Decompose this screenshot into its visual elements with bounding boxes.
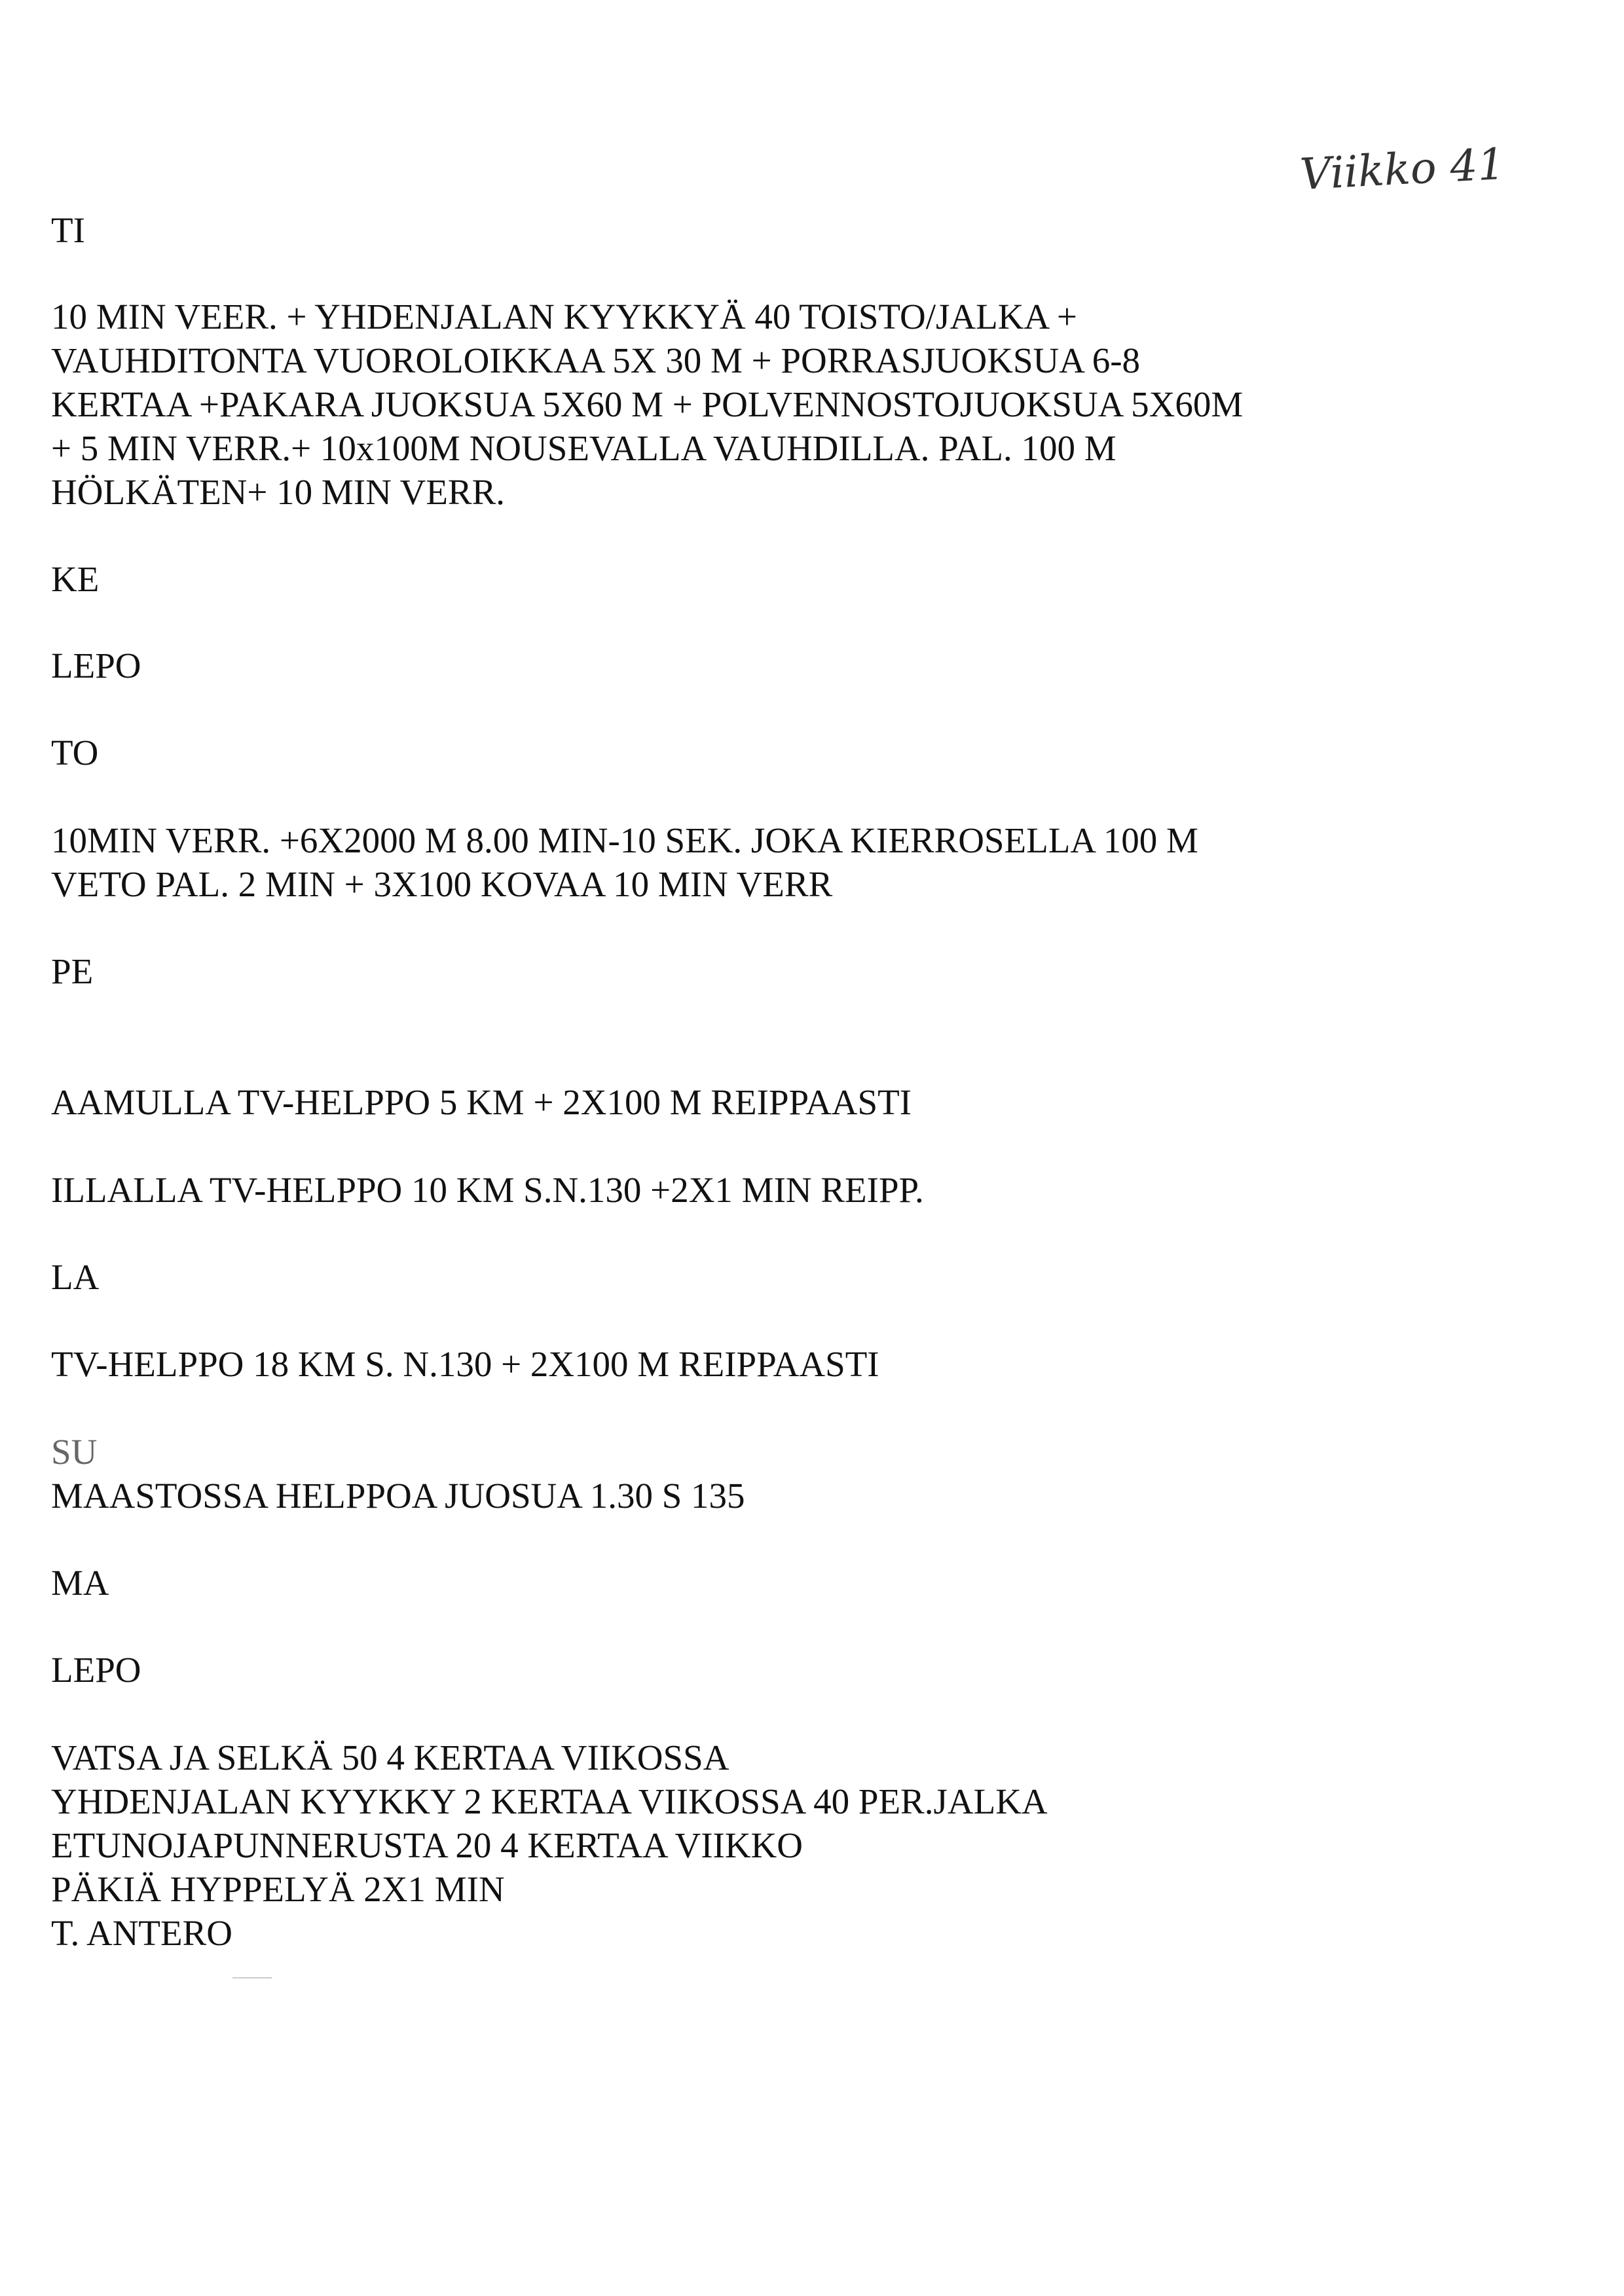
day-heading-ma: MA — [51, 1563, 109, 1603]
text-line: KERTAA +PAKARA JUOKSUA 5X60 M + POLVENNOSTOJUOKSUA 5X60M — [51, 384, 1244, 424]
signature-line: T. ANTERO — [51, 1913, 233, 1953]
text-line: ETUNOJAPUNNERUSTA 20 4 KERTAA VIIKKO — [51, 1825, 803, 1865]
day-heading-ti: TI — [51, 210, 85, 250]
text-line: 10 MIN VEER. + YHDENJALAN KYYKKYÄ 40 TOISTO/JALKA + — [51, 297, 1077, 337]
day-heading-ke: KE — [51, 559, 100, 599]
text-line: ILLALLA TV-HELPPO 10 KM S.N.130 +2X1 MIN REIPP. — [51, 1170, 924, 1210]
text-line: + 5 MIN VERR.+ 10x100M NOUSEVALLA VAUHDILLA. PAL. 100 M — [51, 428, 1116, 468]
text-line: 10MIN VERR. +6X2000 M 8.00 MIN-10 SEK. JOKA KIERROSELLA 100 M — [51, 820, 1198, 860]
handwritten-week-note: Viikko 41 — [1299, 138, 1507, 200]
text-line: LEPO — [51, 1650, 141, 1690]
text-line: TV-HELPPO 18 KM S. N.130 + 2X100 M REIPPAASTI — [51, 1344, 879, 1384]
text-line: AAMULLA TV-HELPPO 5 KM + 2X100 M REIPPAASTI — [51, 1082, 912, 1122]
scan-speck — [232, 1977, 272, 1981]
text-line: VAUHDITONTA VUOROLOIKKAA 5X 30 M + PORRASJUOKSUA 6-8 — [51, 340, 1141, 380]
text-line: PÄKIÄ HYPPELYÄ 2X1 MIN — [51, 1869, 505, 1909]
text-line: VETO PAL. 2 MIN + 3X100 KOVAA 10 MIN VERR — [51, 864, 833, 904]
text-line: MAASTOSSA HELPPOA JUOSUA 1.30 S 135 — [51, 1476, 745, 1516]
text-line: YHDENJALAN KYYKKY 2 KERTAA VIIKOSSA 40 PER.JALKA — [51, 1781, 1048, 1821]
day-heading-la: LA — [51, 1257, 100, 1297]
day-heading-to: TO — [51, 733, 99, 773]
text-line: VATSA JA SELKÄ 50 4 KERTAA VIIKOSSA — [51, 1738, 729, 1777]
day-heading-su: SU — [51, 1432, 98, 1472]
text-line: HÖLKÄTEN+ 10 MIN VERR. — [51, 472, 506, 512]
day-heading-pe: PE — [51, 951, 94, 991]
text-line: LEPO — [51, 646, 141, 685]
